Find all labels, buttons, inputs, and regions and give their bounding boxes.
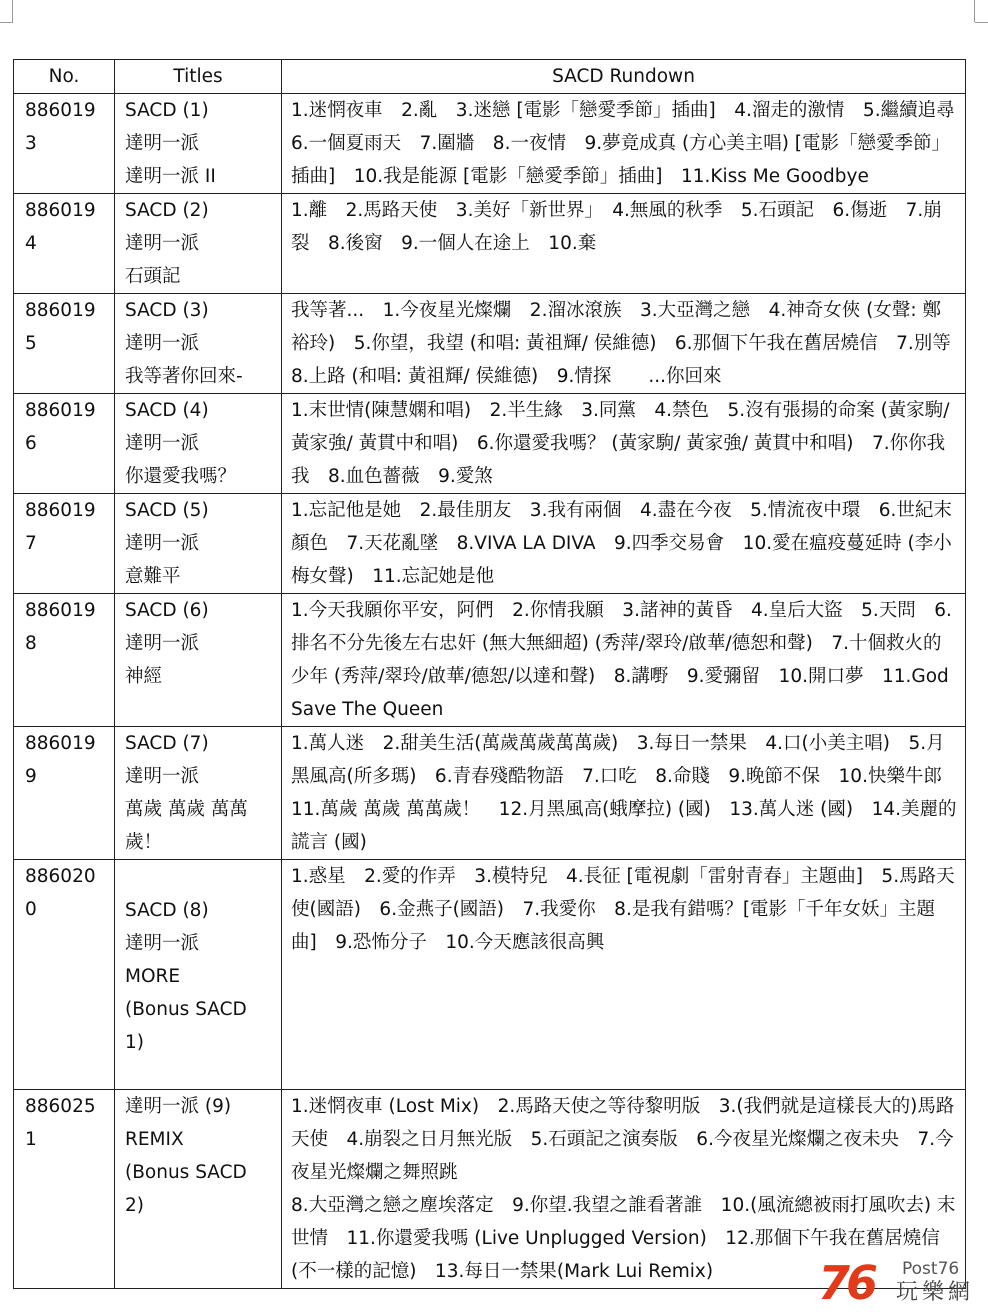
table-row [14,594,966,727]
table-row [14,194,966,294]
track-list: 1.萬人迷 2.甜美生活(萬歲萬歲萬萬歲) 3.每日一禁果 4.口(小美主唱) 5.月黑風高(所多瑪) 6.青春殘酷物語 7.口吃 8.命賤 9.晚節不保 10.快樂牛郎 11.萬歲 萬歲 萬萬歲！ 12.月黑風高(蛾摩拉) (國) 13.萬人迷 (國) 14.美麗的謊言 (國) [291,733,961,853]
track-list-continued: 8.大亞灣之戀之塵埃落定 9.你望.我望之誰看著誰 10.(風流總被雨打風吹去) 末世情 11.你還愛我嗎 (Live Unplugged Version) 12.那個下午我在舊居燒信(不一樣的記憶) 13.每日一禁果(Mark Lui Remix) [291,1195,956,1282]
catalog-number: 8860194 [25,200,96,254]
track-list: 我等著... 1.今夜星光燦爛 2.溜冰滾族 3.大亞灣之戀 4.神奇女俠 (女聲: 鄭裕玲) 5.你望，我望 (和唱: 黃祖輝/ 侯維德) 6.那個下午我在舊居燒信 7.別等 8.上路 (和唱: 黃祖輝/ 侯維德) 9.情探 ...你回來 [291,300,970,387]
catalog-number: 8860193 [25,100,96,154]
track-list: 1.迷惘夜車 2.亂 3.迷戀 [電影「戀愛季節」插曲] 4.溜走的激情 5.繼續追尋 6.一個夏雨天 7.圍牆 8.一夜情 9.夢竟成真 (方心美主唱) [電影「戀愛季節」插曲] 10.我是能源 [電影「戀愛季節」插曲] 11.Kiss Me Goodbye [291,100,974,187]
table-row [14,860,966,1090]
album-titles: SACD (8) 達明一派 MORE (Bonus SACD 1) [125,900,247,1053]
album-titles: SACD (6) 達明一派 神經 [125,600,209,687]
table-row [14,394,966,494]
album-titles: SACD (7) 達明一派 萬歲 萬歲 萬萬歲！ [125,733,248,853]
catalog-number: 8860196 [25,400,96,454]
catalog-number: 8860195 [25,300,96,354]
column-header-rundown: SACD Rundown [282,60,966,94]
page-corner-mark-right [974,0,975,22]
logo-number: 76 [818,1256,875,1310]
column-header-titles: Titles [115,60,282,94]
track-list: 1.忘記他是她 2.最佳朋友 3.我有兩個 4.盡在今夜 5.情流夜中環 6.世紀末顏色 7.天花亂墜 8.VIVA LA DIVA 9.四季交易會 10.愛在瘟疫蔓延時 (李小梅女聲) 11.忘記她是他 [291,500,952,587]
column-header-no: No. [14,60,115,94]
album-titles: SACD (2) 達明一派 石頭記 [125,200,209,287]
album-titles: SACD (5) 達明一派 意難平 [125,500,209,587]
logo-chinese: 玩樂網 [896,1280,975,1305]
track-list: 1.今天我願你平安，阿們 2.你情我願 3.諸神的黃昏 4.皇后大盜 5.天問 6.排名不分先後左右忠奸 (無大無細超) (秀萍/翠玲/啟華/德恕和聲) 7.十個救火的少年 (秀萍/翠玲/啟華/德恕/以達和聲) 8.講嘢 9.愛彌留 10.開口夢 11.God Save The Queen [291,600,952,720]
track-list: 1.離 2.馬路天使 3.美好「新世界」 4.無風的秋季 5.石頭記 6.傷逝 7.崩裂 8.後窗 9.一個人在途上 10.棄 [291,200,942,254]
table-row [14,294,966,394]
album-titles: 達明一派 (9) REMIX (Bonus SACD 2) [125,1096,247,1216]
album-titles: SACD (1) 達明一派 達明一派 II [125,100,216,187]
catalog-number: 8860199 [25,733,96,787]
logo-brand: Post76 [902,1259,960,1279]
track-list: 1.迷惘夜車 (Lost Mix) 2.馬路天使之等待黎明版 3.(我們就是這樣長大的)馬路天使 4.崩裂之日月無光版 5.石頭記之演奏版 6.今夜星光燦爛之夜未央 7.今夜星光燦爛之舞照跳 8.大亞灣之戀之塵埃落定 9.你望.我望之誰看著誰 10.(風流總被雨打風吹去) 末世情 11.你還愛我嗎 (Live Unplugged Version) 12.那個下午我在舊居燒信(不一樣的記憶) 13.每日一禁果(Mark Lui Remix) [282,1090,965,1288]
table-header-row [14,60,966,94]
catalog-number: 8860251 [25,1096,96,1150]
catalog-number: 8860197 [25,500,96,554]
track-list: 1.惑星 2.愛的作弄 3.模特兒 4.長征 [電視劇「雷射青春」主題曲] 5.馬路天使(國語) 6.金燕子(國語) 7.我愛你 8.是我有錯嗎？[電影「千年女妖」主題曲] 9.恐怖分子 10.今天應該很高興 [291,866,955,953]
catalog-number: 8860200 [25,866,96,920]
catalog-number: 8860198 [25,600,96,654]
page-corner-mark-left [12,0,13,22]
album-titles: SACD (3) 達明一派 我等著你回來- [125,300,243,387]
table-row [14,94,966,194]
album-titles: SACD (4) 達明一派 你還愛我嗎？ [125,400,237,487]
post76-watermark-logo [818,1258,978,1308]
table-row [14,727,966,860]
sacd-rundown-table [13,59,974,1289]
track-list: 1.末世情(陳慧嫻和唱) 2.半生緣 3.同黨 4.禁色 5.沒有張揚的命案 (黃家駒/ 黃家強/ 黃貫中和唱) 6.你還愛我嗎？ (黃家駒/ 黃家強/ 黃貫中和唱) 7.你你我我 8.血色薔薇 9.愛煞 [291,400,950,487]
table-row [14,494,966,594]
